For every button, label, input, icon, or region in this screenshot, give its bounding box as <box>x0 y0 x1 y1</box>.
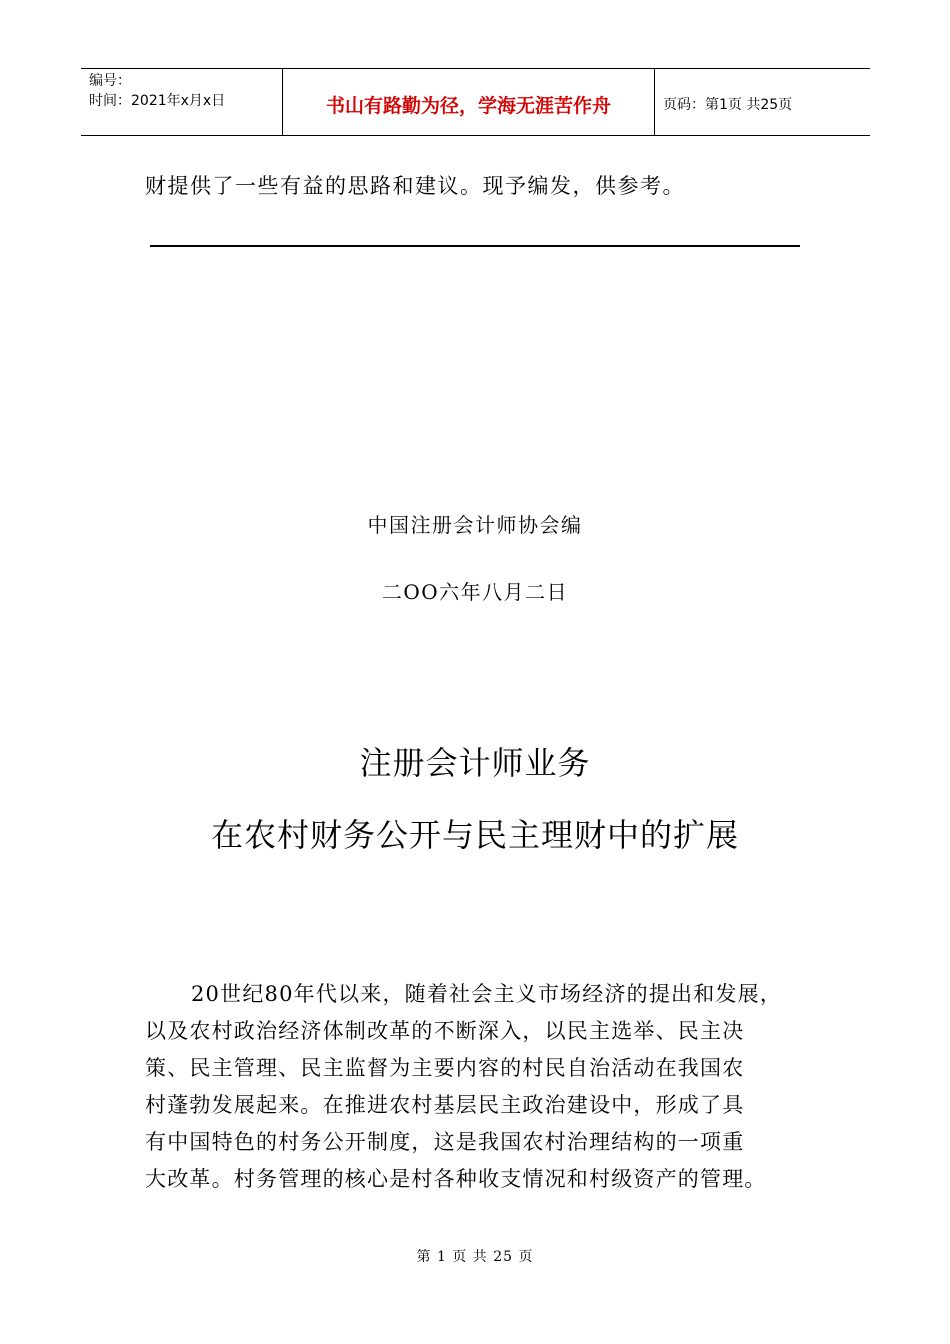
paragraph-line: 以及农村政治经济体制改革的不断深入，以民主选举、民主决 <box>145 1019 745 1043</box>
number-label: 编号： <box>89 73 131 89</box>
time-label: 时间：2021年x月x日 <box>89 93 226 109</box>
date-line: 二OO六年八月二日 <box>381 580 569 604</box>
paragraph-line: 村蓬勃发展起来。在推进农村基层民主政治建设中，形成了具 <box>145 1093 745 1117</box>
paragraph-line: 有中国特色的村务公开制度，这是我国农村治理结构的一项重 <box>145 1130 745 1154</box>
page-header <box>81 68 870 136</box>
body-paragraph <box>145 976 810 1198</box>
publisher-line: 中国注册会计师协会编 <box>367 513 583 537</box>
document-title-line-2: 在农村财务公开与民主理财中的扩展 <box>210 816 739 854</box>
page-footer: 第 1 页 共 25 页 <box>416 1249 534 1265</box>
document-title-line-1: 注册会计师业务 <box>359 744 591 782</box>
header-page-label: 页码：第1页 共25页 <box>663 97 793 113</box>
paragraph-line: 20世纪80年代以来，随着社会主义市场经济的提出和发展， <box>191 982 783 1006</box>
paragraph-line: 策、民主管理、民主监督为主要内容的村民自治活动在我国农 <box>145 1056 745 1080</box>
separator-rule <box>150 245 800 247</box>
intro-tail-text: 财提供了一些有益的思路和建议。现予编发，供参考。 <box>145 174 685 198</box>
header-meta <box>81 69 282 135</box>
header-motto: 书山有路勤为径，学海无涯苦作舟 <box>282 69 655 135</box>
paragraph-line: 大改革。村务管理的核心是村各种收支情况和村级资产的管理。 <box>145 1167 767 1191</box>
